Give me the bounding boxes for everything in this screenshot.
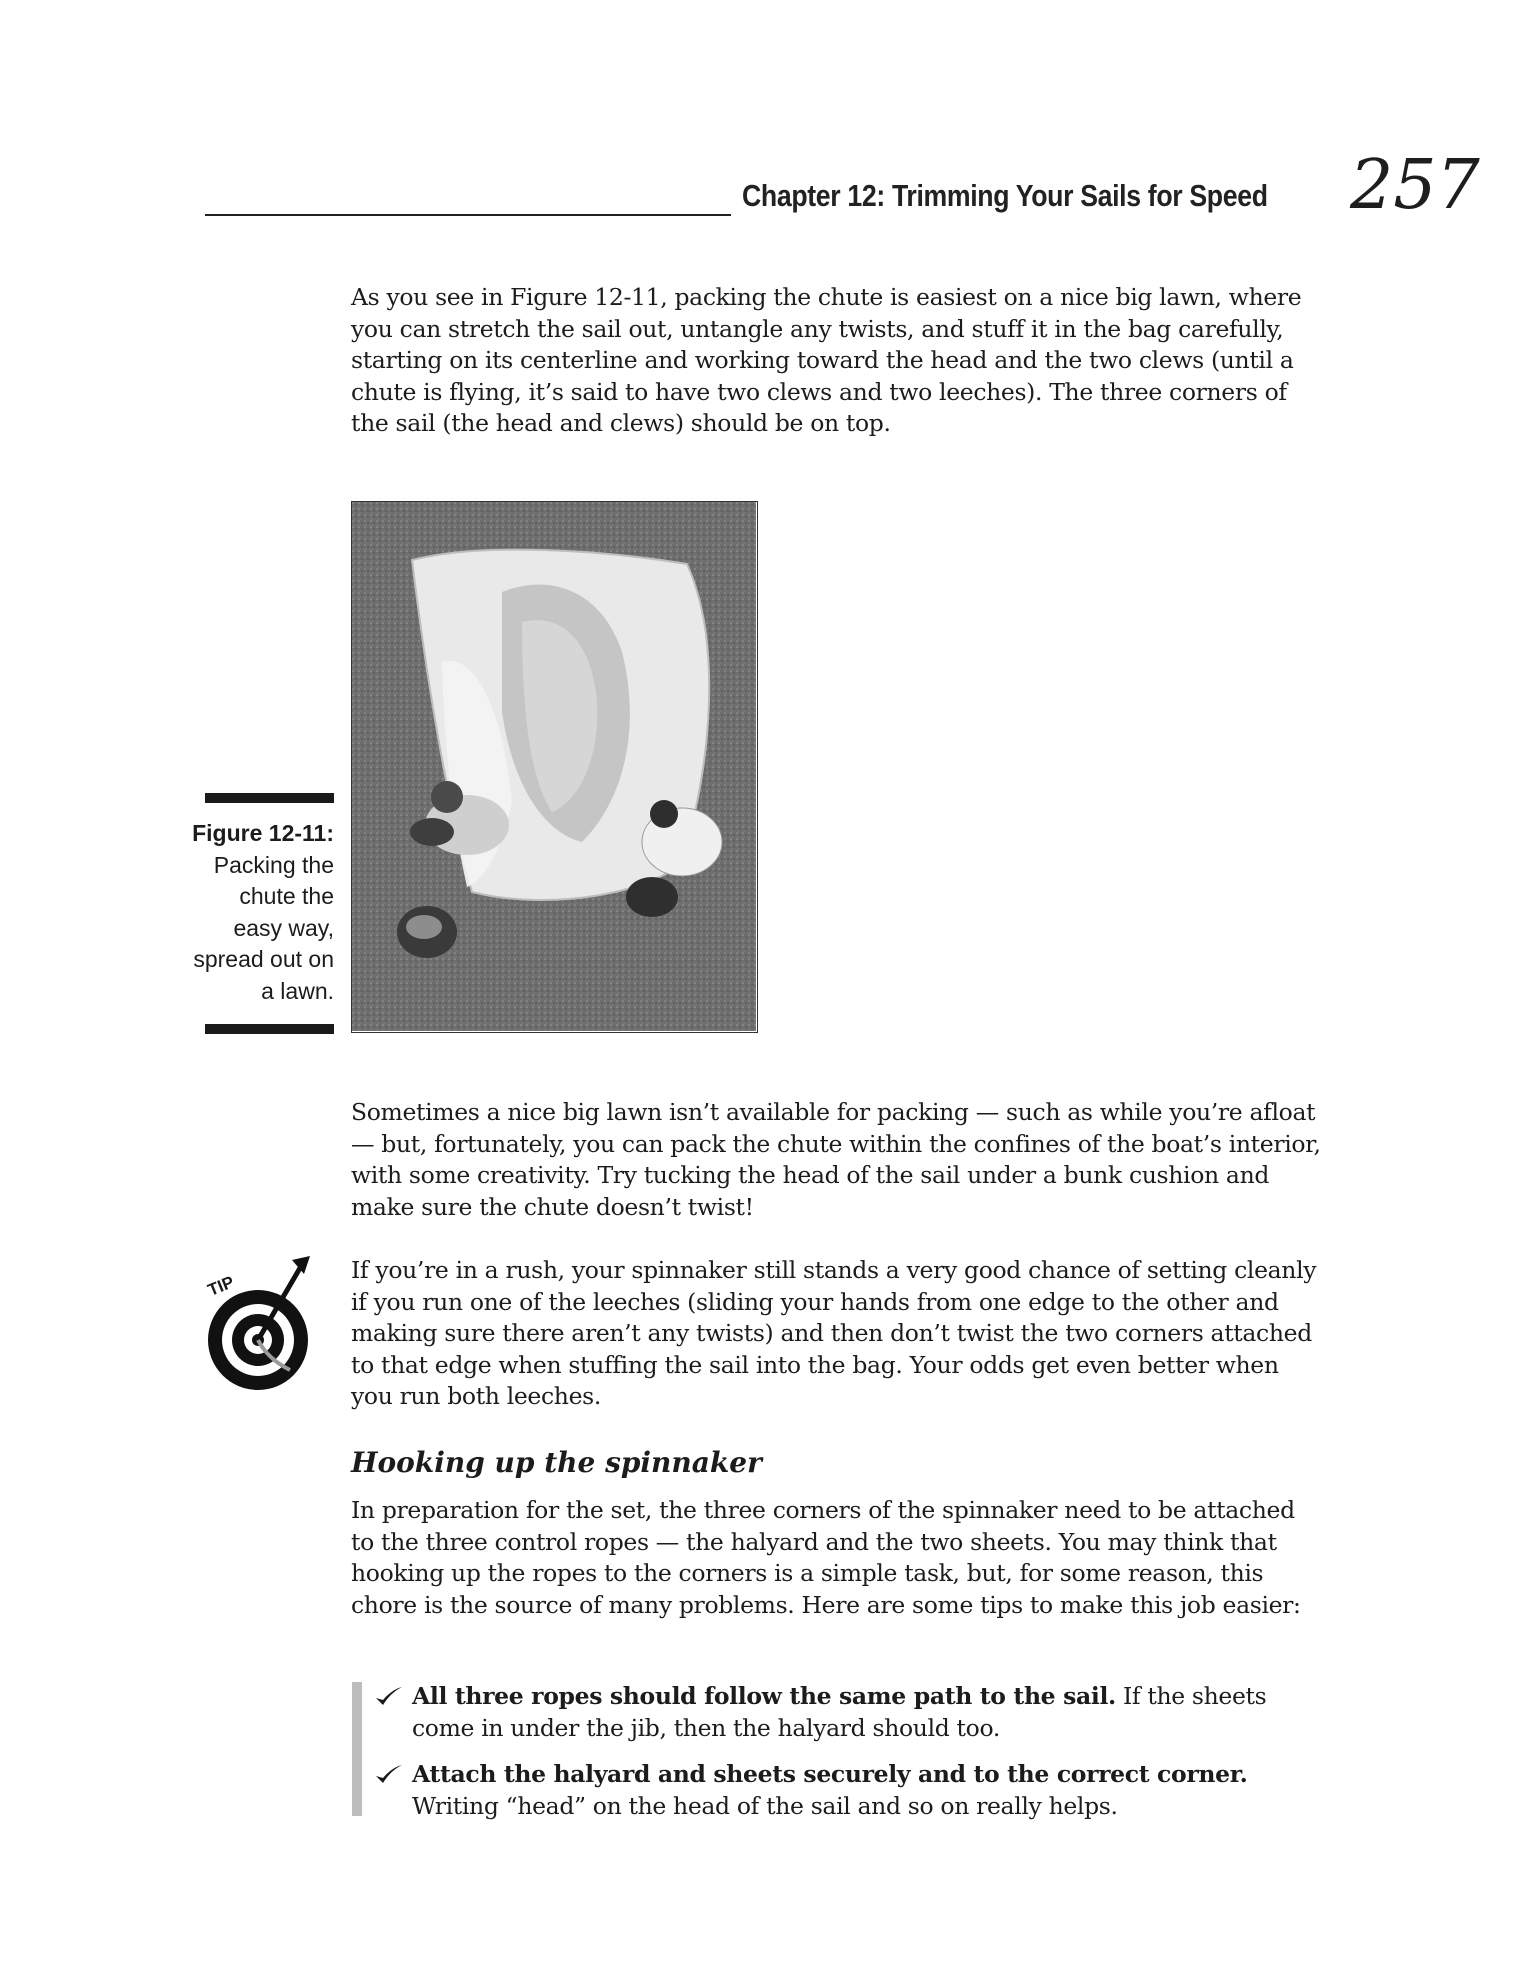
tip-target-icon <box>200 1252 316 1392</box>
body-paragraph: As you see in Figure 12-11, packing the chute is easiest on a nice big lawn, where you can stretch the sail out, untangle any twists, and stuff it in the bag carefully, starting on its centerline and working toward the head and the two clews (until a chute is flying, it’s said to have two clews and two leeches). The three corners of the sail (the head and clews) should be on top. <box>351 283 1302 437</box>
checkmark-icon <box>374 1763 404 1785</box>
tip-label: TIP <box>205 1272 237 1300</box>
bullet-lead: All three ropes should follow the same path to the sail. <box>412 1682 1116 1710</box>
figure-caption-text: Packing the chute the easy way, spread out on a lawn. <box>193 851 334 1004</box>
list-side-bar <box>352 1682 362 1816</box>
header-rule <box>205 214 731 216</box>
figure-label: Figure 12-11: <box>192 820 334 846</box>
bullet-lead: Attach the halyard and sheets securely and to the correct corner. <box>412 1760 1248 1788</box>
page-number: 257 <box>1350 146 1480 225</box>
bullet-text: Writing “head” on the head of the sail and so on really helps. <box>412 1791 1118 1820</box>
list-item <box>374 1759 1314 1822</box>
body-paragraph: In preparation for the set, the three corners of the spinnaker need to be attached to the three control ropes — the halyard and the two sheets. You may think that hooking up the ropes to the corners is a simple task, but, for some reason, this chore is the source of many problems. Here are some tips to make this job easier: <box>351 1496 1301 1619</box>
checkmark-icon <box>374 1685 404 1707</box>
caption-bar-bottom <box>205 1024 334 1034</box>
section-heading: Hooking up the spinnaker <box>351 1446 762 1479</box>
figure-photo <box>351 501 758 1033</box>
bullet-text: If the sheets come in under the jib, then the halyard should too. <box>412 1682 1267 1742</box>
bullet-list <box>374 1681 1314 1837</box>
photo-illustration <box>352 502 756 1031</box>
body-paragraph: Sometimes a nice big lawn isn’t available for packing — such as while you’re afloat — but, fortunately, you can pack the chute within the confines of the boat’s interior, with some creativity. Try tucking the head of the sail under a bunk cushion and make sure the chute doesn’t twist! <box>351 1098 1321 1221</box>
body-paragraph: If you’re in a rush, your spinnaker still stands a very good chance of setting cleanly if you run one of the leeches (sliding your hands from one edge to the other and making sure there aren’t any twists) and then don’t twist the two corners attached to that edge when stuffing the sail into the bag. Your odds get even better when you run both leeches. <box>351 1256 1317 1410</box>
figure-caption <box>190 818 334 1007</box>
chapter-title: Chapter 12: Trimming Your Sails for Speed <box>742 178 1268 213</box>
caption-bar-top <box>205 793 334 803</box>
list-item <box>374 1681 1314 1744</box>
